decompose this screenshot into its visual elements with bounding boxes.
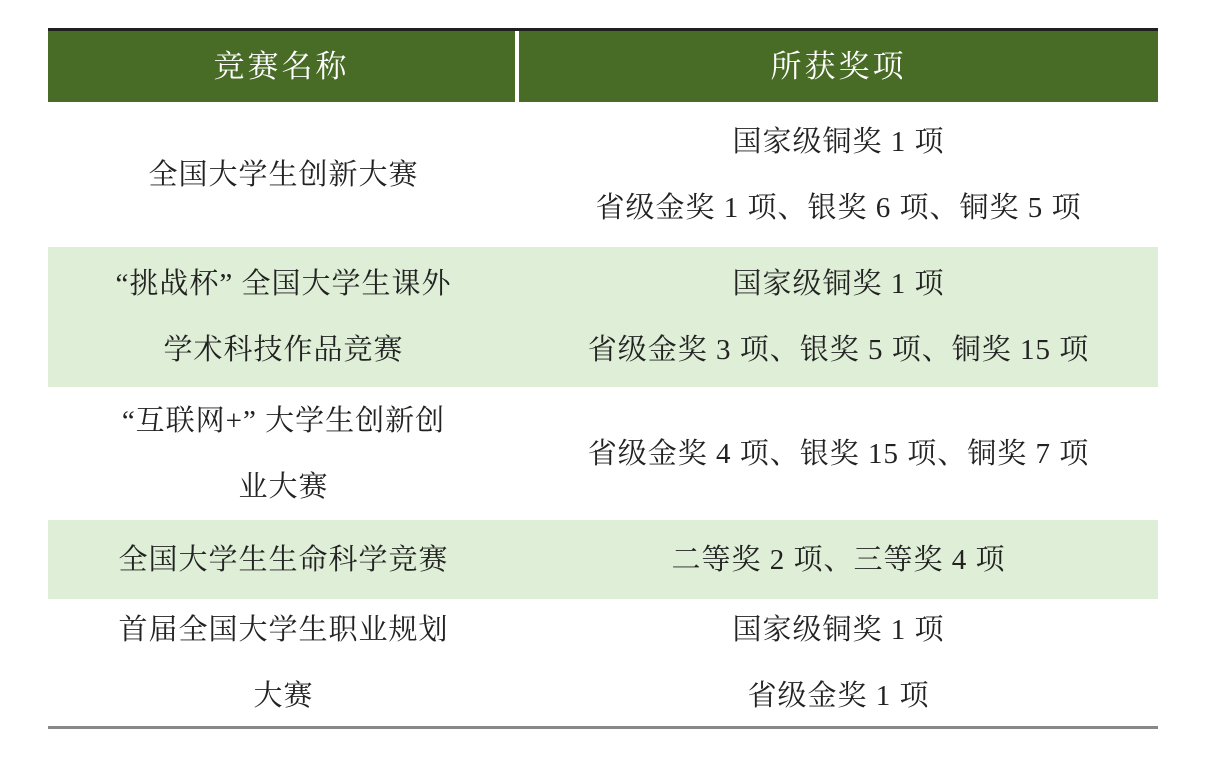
competition-name: 全国大学生创新大赛: [148, 158, 419, 191]
table-row: [48, 520, 1158, 599]
competition-cell: [48, 247, 519, 387]
column-header-awards-label: 所获奖项: [770, 48, 907, 84]
awards-table: [48, 28, 1158, 729]
award-line: 省级金奖 1 项: [747, 679, 930, 712]
column-header-competition-label: 竞赛名称: [213, 48, 350, 84]
competition-name: 大赛: [253, 679, 314, 712]
award-line: 国家级铜奖 1 项: [732, 125, 945, 158]
competition-name: “挑战杯” 全国大学生课外: [115, 268, 452, 300]
column-header-competition: [48, 31, 519, 102]
award-line: 省级金奖 4 项、银奖 15 项、铜奖 7 项: [587, 437, 1090, 470]
table-row: [48, 247, 1158, 387]
award-line: 省级金奖 3 项、银奖 5 项、铜奖 15 项: [587, 334, 1090, 366]
award-line: 国家级铜奖 1 项: [732, 613, 945, 646]
competition-name: 业大赛: [238, 470, 329, 503]
competition-cell: [48, 599, 519, 726]
awards-cell: [519, 520, 1158, 599]
competition-name: 学术科技作品竞赛: [163, 334, 404, 366]
award-line: 省级金奖 1 项、银奖 6 项、铜奖 5 项: [595, 191, 1082, 224]
competition-cell: [48, 520, 519, 599]
awards-cell: [519, 387, 1158, 520]
table-header-row: [48, 28, 1158, 102]
competition-cell: [48, 102, 519, 247]
table-row: [48, 102, 1158, 247]
awards-cell: [519, 247, 1158, 387]
table-row: [48, 599, 1158, 726]
award-line: 国家级铜奖 1 项: [732, 268, 945, 300]
table-row: [48, 387, 1158, 520]
table-bottom-rule: [48, 726, 1158, 729]
awards-cell: [519, 599, 1158, 726]
awards-cell: [519, 102, 1158, 247]
column-header-awards: [519, 31, 1158, 102]
competition-cell: [48, 387, 519, 520]
competition-name: “互联网+” 大学生创新创: [121, 404, 446, 437]
competition-name: 首届全国大学生职业规划: [118, 613, 449, 646]
competition-name: 全国大学生生命科学竞赛: [118, 543, 449, 576]
award-line: 二等奖 2 项、三等奖 4 项: [671, 543, 1006, 576]
